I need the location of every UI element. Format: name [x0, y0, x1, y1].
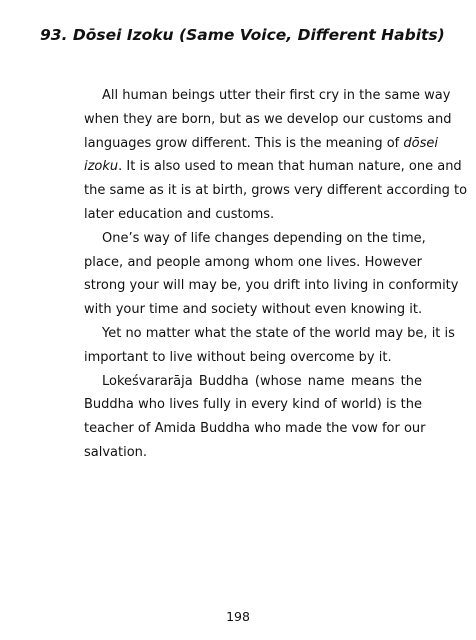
text-line [84, 346, 422, 370]
text-line [84, 298, 422, 322]
text-segment: when they are born, but as we develop our customs and [84, 111, 452, 127]
text-segment: later education and customs. [84, 206, 275, 222]
text-line [84, 393, 422, 417]
text-line [84, 179, 468, 203]
italic-term: dōsei [403, 135, 438, 151]
text-segment: teacher of Amida Buddha who made the vow for our [84, 421, 426, 437]
text-segment: All human beings utter their first cry in the same way [102, 88, 451, 103]
text-segment: with your time and society without even knowing it. [84, 302, 423, 318]
paragraph [84, 84, 468, 227]
text-line [84, 251, 422, 275]
text-line [84, 203, 422, 227]
text-segment: languages grow different. This is the meaning of [84, 135, 404, 151]
page-number: 198 [226, 609, 250, 624]
text-line [84, 155, 462, 179]
text-line [84, 370, 422, 394]
paragraph [84, 322, 455, 370]
text-line [84, 132, 438, 156]
text-line [84, 274, 459, 298]
text-line [84, 84, 451, 108]
text-line [84, 108, 452, 132]
text-line [84, 322, 455, 346]
text-line [84, 441, 422, 465]
text-segment: Lokeśvararāja Buddha (whose name means the [102, 373, 422, 389]
text-segment: salvation. [84, 444, 148, 460]
text-segment: place, and people among whom one lives. However [84, 254, 422, 270]
text-line [84, 227, 426, 251]
text-segment: Yet no matter what the state of the world may be, it is [102, 325, 455, 341]
paragraph [84, 227, 459, 322]
text-line [84, 417, 426, 441]
text-segment: important to live without being overcome by it. [84, 349, 392, 365]
page-title: 93. Dōsei Izoku (Same Voice, Different Habits) [40, 26, 445, 44]
body-text [84, 84, 468, 465]
text-segment: strong your will may be, you drift into living in conformity [84, 278, 459, 294]
paragraph [84, 370, 426, 465]
text-segment: . It is also used to mean that human nature, one and [118, 159, 462, 175]
text-segment: One’s way of life changes depending on the time, [102, 230, 426, 246]
text-segment: Buddha who lives fully in every kind of world) is the [84, 397, 422, 413]
text-segment: the same as it is at birth, grows very different according to [84, 183, 468, 199]
italic-term: izoku [84, 159, 119, 175]
